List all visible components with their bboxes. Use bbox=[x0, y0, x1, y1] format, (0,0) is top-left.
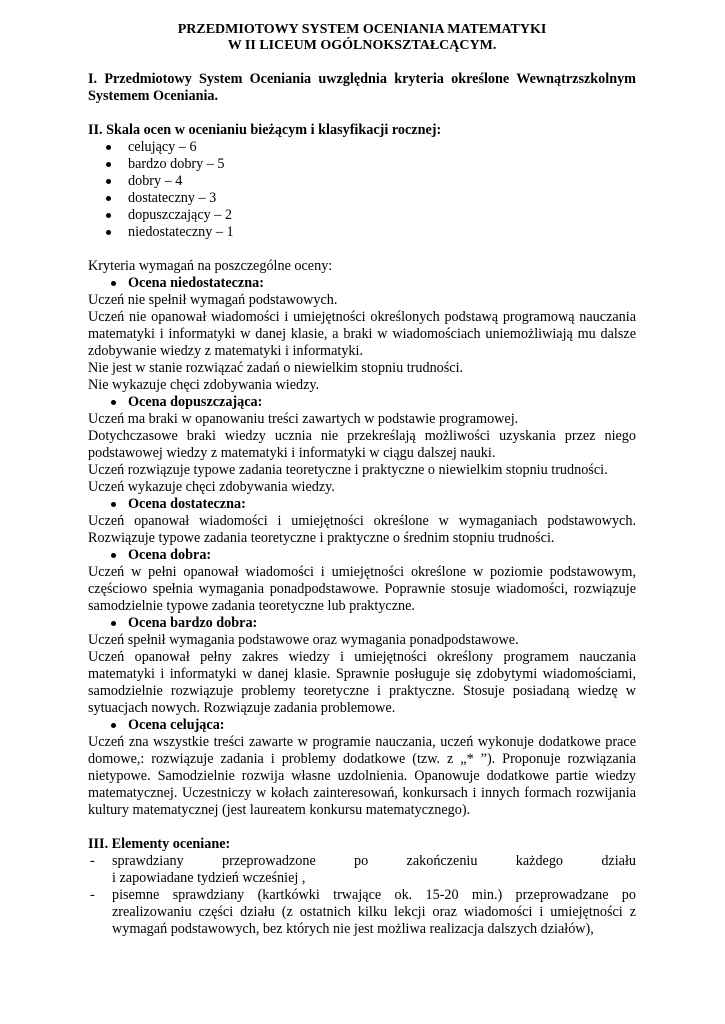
grade-text: Uczeń spełnił wymagania podstawowe oraz wymagania ponadpodstawowe. bbox=[88, 632, 519, 648]
grade-text: Uczeń opanował pełny zakres wiedzy i umiejętności określony programem nauczania matematyki i informatyki w danej klasie. Sprawnie posługuje się zdobytymi wiadomościami, samodzielnie rozwiązuje problemy teoretyczne i praktyczne. Stosuje posiadaną wiedzę w sytuacjach nowych. Rozwiązuje zadania problemowe. bbox=[88, 649, 636, 716]
bullet-icon bbox=[111, 400, 116, 405]
bullet-icon bbox=[111, 621, 116, 626]
grade-heading-dobra: Ocena dobra: bbox=[88, 547, 636, 564]
section-1-text: I. Przedmiotowy System Oceniania uwzględnia kryteria określone Wewnątrzszkolnym Systemem Oceniania. bbox=[88, 71, 636, 104]
grade-scale-item: dopuszczający – 2 bbox=[88, 207, 636, 224]
bullet-icon bbox=[111, 281, 116, 286]
grade-scale-item: celujący – 6 bbox=[88, 139, 636, 156]
grade-heading-dopuszczajaca: Ocena dopuszczająca: bbox=[88, 394, 636, 411]
grade-heading-bardzo-dobra: Ocena bardzo dobra: bbox=[88, 615, 636, 632]
bullet-icon bbox=[106, 162, 111, 167]
bullet-icon bbox=[111, 553, 116, 558]
grade-text: Uczeń opanował wiadomości i umiejętności określone w wymaganiach podstawowych. Rozwiązuje typowe zadania teoretyczne i praktyczne o średnim stopniu trudności. bbox=[88, 513, 636, 546]
grade-text: Uczeń w pełni opanował wiadomości i umiejętności określone w poziomie podstawowym, częściowo spełnia wymagania ponadpodstawowe. Poprawnie stosuje wiadomości, rozwiązuje samodzielnie typowe zadania teoretyczne lub praktyczne. bbox=[88, 564, 636, 614]
grade-text: Uczeń wykazuje chęci zdobywania wiedzy. bbox=[88, 479, 335, 495]
grade-scale-item: dobry – 4 bbox=[88, 173, 636, 190]
bullet-icon bbox=[106, 179, 111, 184]
section-3-heading: III. Elementy oceniane: bbox=[88, 836, 231, 852]
bullet-icon bbox=[106, 230, 111, 235]
bullet-icon bbox=[106, 145, 111, 150]
section-2-heading: II. Skala ocen w ocenianiu bieżącym i klasyfikacji rocznej: bbox=[88, 122, 442, 138]
assessed-element-item: - sprawdziany przeprowadzone po zakończeniu każdego działu i zapowiadane tydzień wcześniej , bbox=[90, 853, 636, 886]
document-title-line-1: PRZEDMIOTOWY SYSTEM OCENIANIA MATEMATYKI bbox=[177, 22, 547, 37]
bullet-icon bbox=[106, 213, 111, 218]
criteria-intro: Kryteria wymagań na poszczególne oceny: bbox=[88, 258, 333, 274]
assessed-element-item: - pisemne sprawdziany (kartkówki trwające ok. 15-20 min.) przeprowadzane po zrealizowaniu części działu (z ostatnich kilku lekcji oraz wiadomości i umiejętności z wymagań podstawowych, bez których nie jest możliwa realizacja dalszych działów), bbox=[90, 887, 636, 937]
document-title-line-2: W II LICEUM OGÓLNOKSZTAŁCĄCYM. bbox=[227, 38, 497, 53]
grade-text: Nie jest w stanie rozwiązać zadań o niewielkim stopniu trudności. bbox=[88, 360, 464, 376]
dash-icon: - bbox=[90, 887, 95, 903]
dash-icon: - bbox=[90, 853, 95, 869]
grade-text: Uczeń ma braki w opanowaniu treści zawartych w podstawie programowej. bbox=[88, 411, 519, 427]
grade-scale-item: dostateczny – 3 bbox=[88, 190, 636, 207]
bullet-icon bbox=[111, 502, 116, 507]
bullet-icon bbox=[106, 196, 111, 201]
document-page bbox=[88, 22, 636, 938]
grade-scale-list bbox=[88, 139, 636, 241]
grade-scale-item: bardzo dobry – 5 bbox=[88, 156, 636, 173]
grade-heading-niedostateczna: Ocena niedostateczna: bbox=[88, 275, 636, 292]
grade-heading-dostateczna: Ocena dostateczna: bbox=[88, 496, 636, 513]
grade-scale-item: niedostateczny – 1 bbox=[88, 224, 636, 241]
bullet-icon bbox=[111, 723, 116, 728]
grade-text: Dotychczasowe braki wiedzy ucznia nie przekreślają możliwości uzyskania przez niego podstawowej wiedzy z matematyki i informatyki w ciągu dalszej nauki. bbox=[88, 428, 636, 461]
grade-text: Uczeń rozwiązuje typowe zadania teoretyczne i praktyczne o niewielkim stopniu trudności. bbox=[88, 462, 608, 478]
grade-text: Uczeń nie opanował wiadomości i umiejętności określonych podstawą programową nauczania matematyki i informatyki w danej klasie, a braki w wiadomościach uniemożliwiają mu dalsze zdobywanie wiedzy z matematyki i informatyki. bbox=[88, 309, 636, 359]
grade-text: Uczeń zna wszystkie treści zawarte w programie nauczania, uczeń wykonuje dodatkowe prace domowe,: rozwiązuje zadania i problemy dodatkowe (tzw. z „* ”). Proponuje rozwiązania nietypowe. Samodzielnie rozwija własne uzdolnienia. Opanowuje dodatkowe partie wiedzy matematycznej. Uczestniczy w kołach zainteresowań, konkursach i innych formach rozwijania kultury matematycznej (jest laureatem konkursu matematycznego). bbox=[88, 734, 636, 818]
grade-text: Nie wykazuje chęci zdobywania wiedzy. bbox=[88, 377, 320, 393]
grade-text: Uczeń nie spełnił wymagań podstawowych. bbox=[88, 292, 338, 308]
grade-heading-celujaca: Ocena celująca: bbox=[88, 717, 636, 734]
assessed-elements-list bbox=[88, 853, 636, 938]
